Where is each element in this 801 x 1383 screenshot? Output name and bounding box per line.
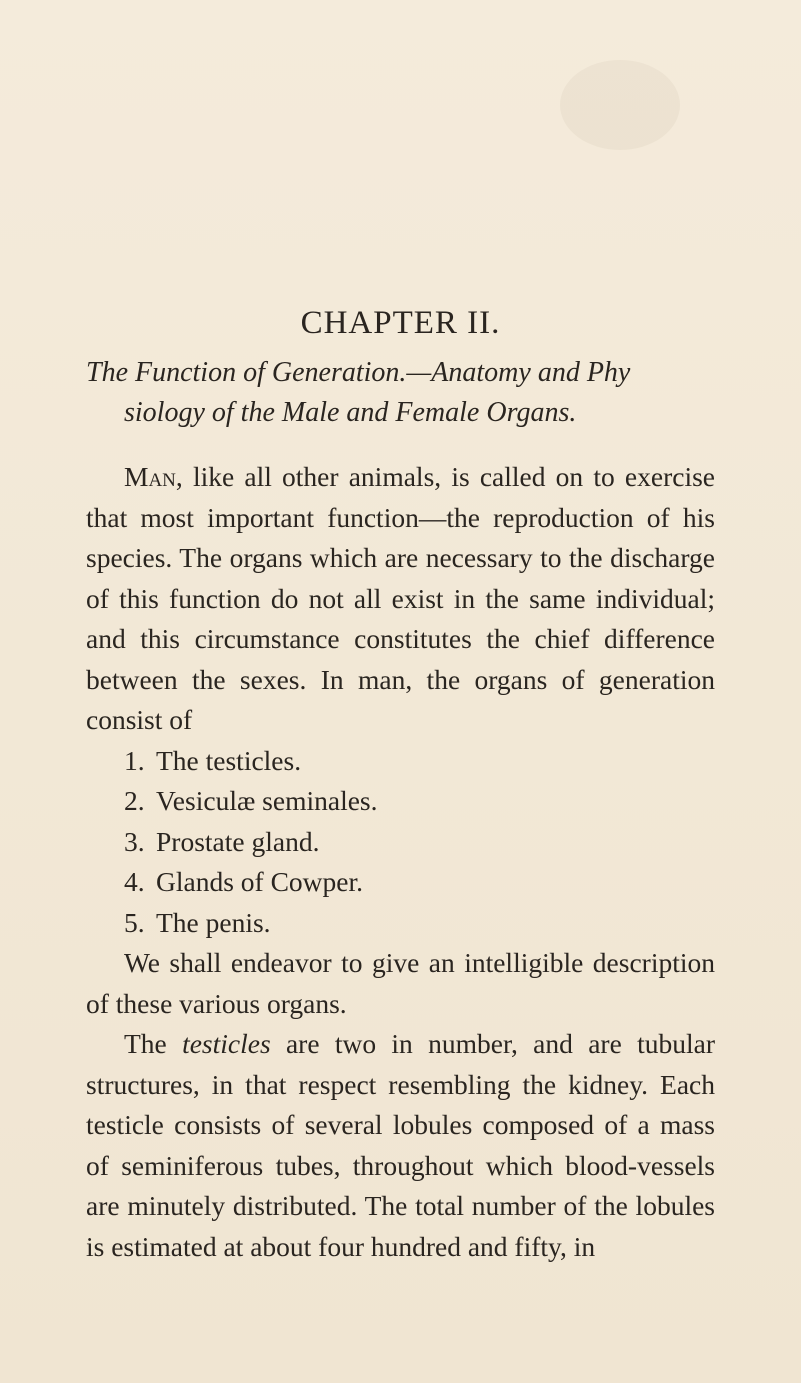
list-item: [124, 822, 715, 863]
testicles-term: testicles: [182, 1028, 271, 1059]
list-item: [124, 903, 715, 944]
chapter-subtitle: [86, 353, 715, 433]
intro-text: , like all other animals, is called on to exercise that most important function—the reproduction of his species. The organs which are necessary to the discharge of this function do not all exist in the same individual; and this circumstance constitutes the chief difference between the sexes. In man, the organs of generation consist of: [86, 461, 715, 735]
testicles-paragraph: [86, 1024, 715, 1267]
list-item-label: The penis.: [156, 906, 271, 938]
list-item-label: The testicles.: [156, 744, 302, 776]
subtitle-line-2: siology of the Male and Female Organs.: [124, 397, 577, 428]
testicles-paragraph-start: The: [124, 1028, 183, 1059]
list-item-label: Prostate gland.: [156, 825, 320, 857]
paper-stain: [560, 60, 680, 150]
page-content: [86, 303, 715, 1267]
intro-lead-word: Man: [124, 461, 176, 492]
list-item-number: 4.: [124, 866, 145, 897]
list-item: [124, 741, 715, 782]
list-item-number: 5.: [124, 906, 145, 938]
list-item: [124, 862, 715, 903]
subtitle-line-1: The Function of Generation.—Anatomy and Phy: [86, 357, 631, 388]
list-item-label: Vesiculæ seminales.: [156, 785, 378, 816]
list-item-label: Glands of Cowper.: [156, 866, 363, 897]
organs-list: [86, 741, 715, 944]
chapter-title: CHAPTER II.: [300, 305, 501, 341]
description-paragraph: We shall endeavor to give an intelligible description of these various organs.: [86, 947, 715, 1019]
intro-paragraph: [86, 457, 715, 741]
testicles-paragraph-text: are two in number, and are tubular structures, in that respect resembling the kidney. Each testicle consists of several lobules composed of a mass of seminiferous tubes, throughout which blood-vessels are minutely distributed. The total number of the lobules is estimated at about four hundred and fifty, in: [86, 1028, 715, 1262]
list-item-number: 3.: [124, 825, 145, 857]
list-item: [124, 781, 715, 822]
list-item-number: 2.: [124, 785, 145, 816]
list-item-number: 1.: [124, 744, 145, 776]
